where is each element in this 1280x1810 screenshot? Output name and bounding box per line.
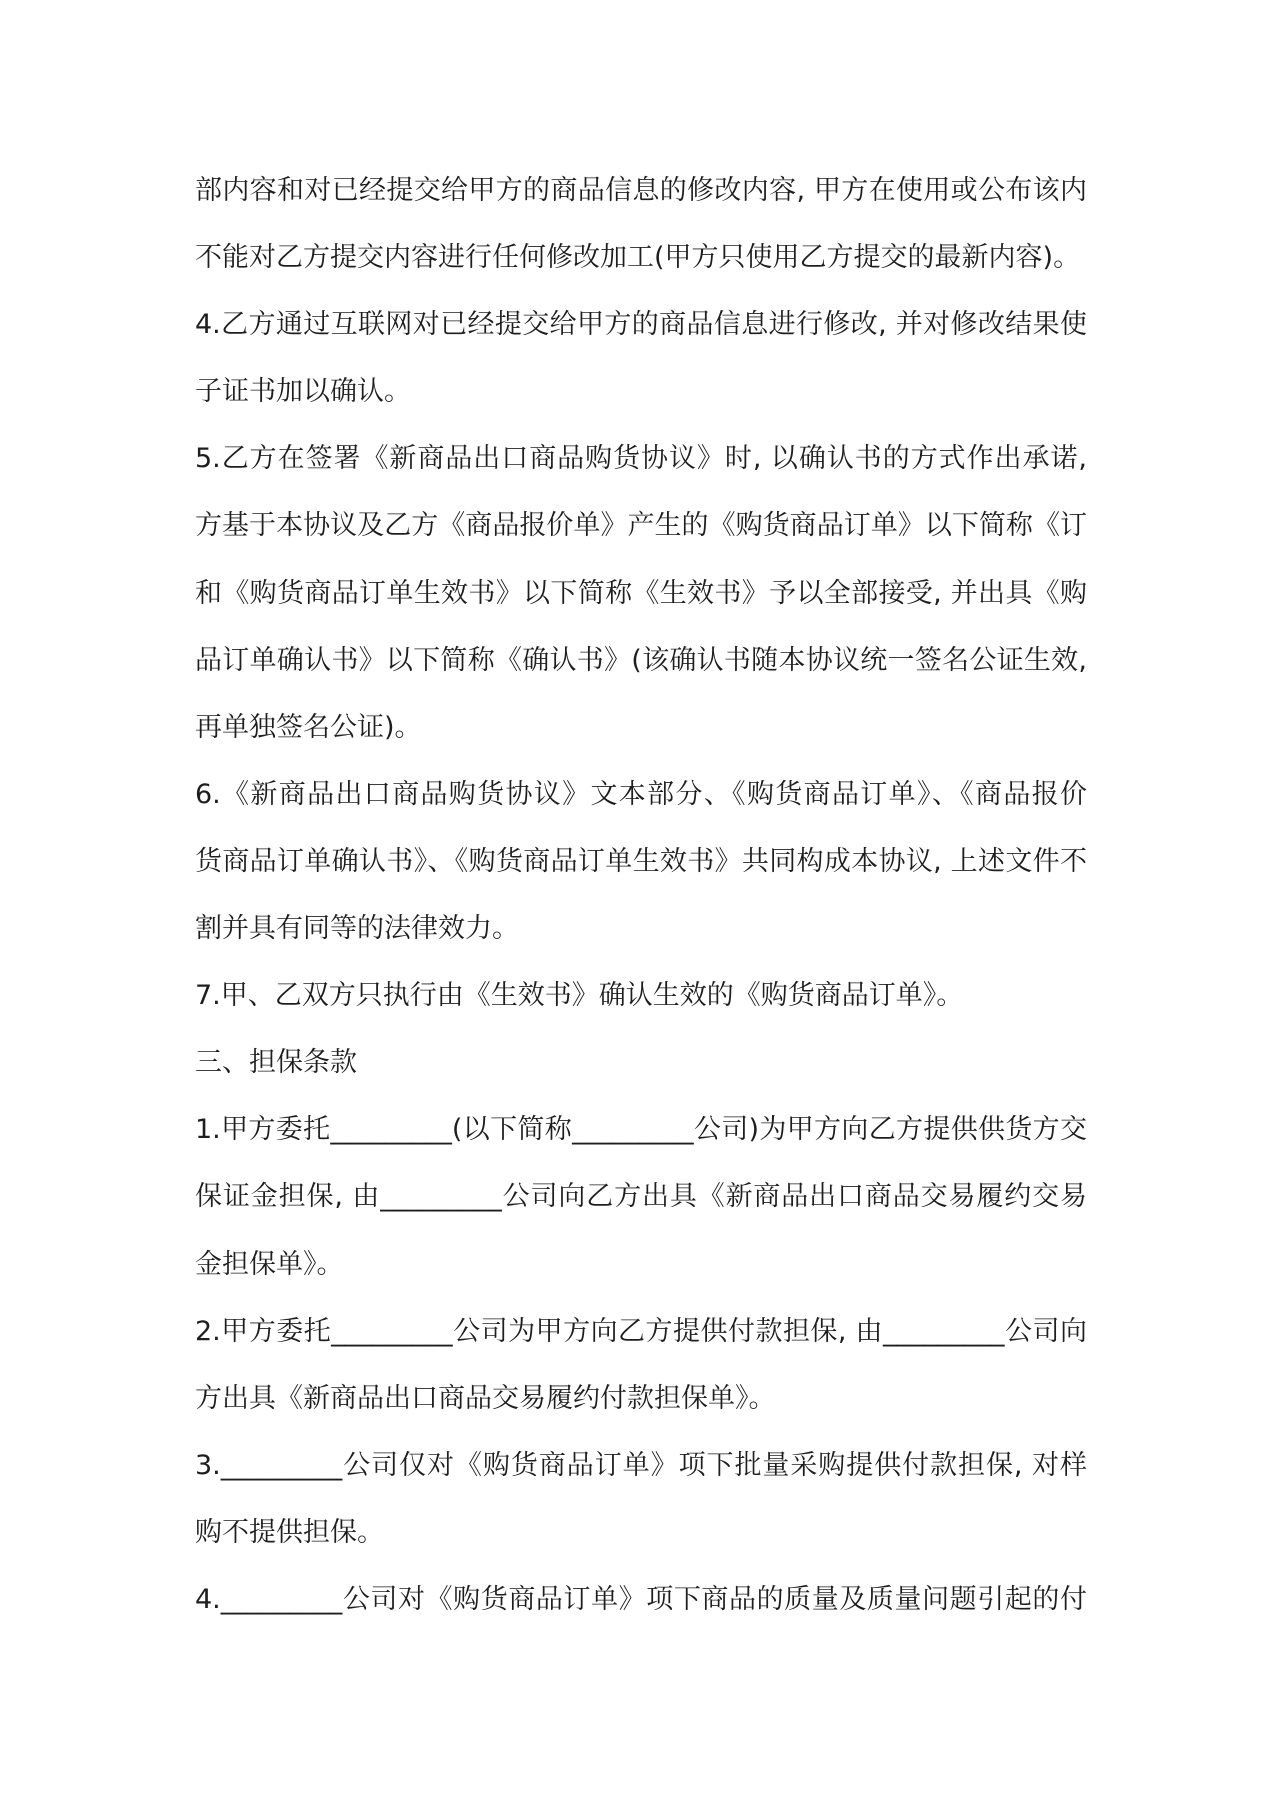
text-line: 再单独签名公证)。	[195, 711, 422, 743]
guarantee-clause-4: 4._________公司对《购货商品订单》项下商品的质量及质量问题引起的付	[195, 1583, 1087, 1615]
text-line: 方基于本协议及乙方《商品报价单》产生的《购货商品订单》以下简称《订	[195, 510, 1087, 542]
clause-6: 6.《新商品出口商品购货协议》文本部分、《购货商品订单》、《商品报价	[195, 778, 1087, 810]
clause-5: 5.乙方在签署《新商品出口商品购货协议》时, 以确认书的方式作出承诺,	[195, 443, 1087, 475]
text-line: 购不提供担保。	[195, 1516, 384, 1548]
guarantee-clause-3: 3._________公司仅对《购货商品订单》项下批量采购提供付款担保, 对样	[195, 1449, 1087, 1481]
text-line: 方出具《新商品出口商品交易履约付款担保单》。	[195, 1382, 776, 1414]
text-line: 部内容和对已经提交给甲方的商品信息的修改内容, 甲方在使用或公布该内	[195, 175, 1087, 206]
text-line: 和《购货商品订单生效书》以下简称《生效书》予以全部接受, 并出具《购	[195, 577, 1087, 609]
text-line: 品订单确认书》以下简称《确认书》(该确认书随本协议统一签名公证生效,	[195, 644, 1087, 676]
text-line: 不能对乙方提交内容进行任何修改加工(甲方只使用乙方提交的最新内容)。	[195, 242, 1081, 274]
text-line: 金担保单》。	[195, 1248, 344, 1280]
guarantee-clause-1: 1.甲方委托_________(以下简称_________公司)为甲方向乙方提供供货方交	[195, 1114, 1087, 1146]
section-heading: 三、担保条款	[195, 1047, 357, 1079]
text-line: 子证书加以确认。	[195, 376, 411, 408]
document-page	[195, 157, 1087, 1633]
guarantee-clause-2: 2.甲方委托_________公司为甲方向乙方提供付款担保, 由_________公司向	[195, 1315, 1087, 1347]
clause-7: 7.甲、乙双方只执行由《生效书》确认生效的《购货商品订单》。	[195, 980, 964, 1012]
text-line: 保证金担保, 由_________公司向乙方出具《新商品出口商品交易履约交易	[195, 1181, 1087, 1213]
text-line: 货商品订单确认书》、《购货商品订单生效书》共同构成本协议, 上述文件不	[195, 845, 1087, 877]
clause-4: 4.乙方通过互联网对已经提交给甲方的商品信息进行修改, 并对修改结果使	[195, 309, 1087, 341]
text-line: 割并具有同等的法律效力。	[195, 913, 519, 945]
